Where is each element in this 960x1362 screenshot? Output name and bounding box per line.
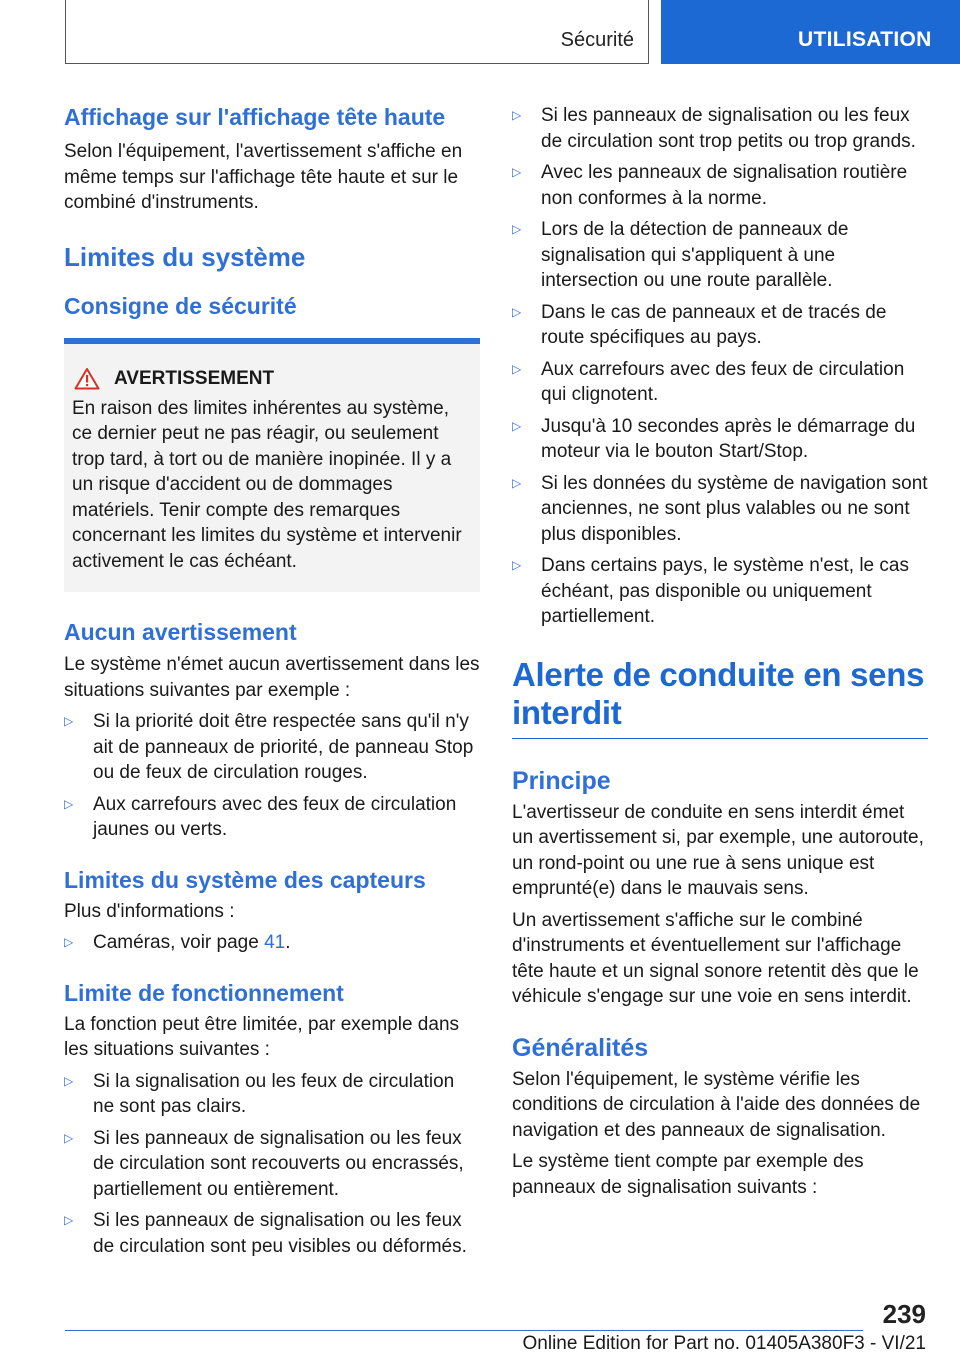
triangle-right-outline-icon: ▷ [512,304,522,319]
header-chapter-label: UTILISATION [798,28,932,51]
paragraph-fonction: La fonction peut être limitée, par exemple dans les situations suivantes : [64,1013,460,1060]
right-column [512,100,928,1200]
warning-title-row [72,366,472,392]
list-item: ▷ Si les panneaux de signalisation ou les feux de circulation sont peu visibles ou déformés. [64,1210,467,1257]
warning-title: AVERTISSEMENT [114,367,275,389]
list-capteurs [64,930,480,956]
page-number: 239 [882,1299,926,1329]
heading-affichage: Affichage sur l'affichage tête haute [64,104,446,130]
list-fonction [64,1069,480,1260]
footer-edition: Online Edition for Part no. 01405A380F3 - VI/21 [522,1333,926,1354]
list-item: ▷ Jusqu'à 10 secondes après le démarrage du moteur via le bouton Start/Stop. [512,415,916,462]
triangle-right-outline-icon: ▷ [64,1130,74,1145]
heading-limites-systeme: Limites du système [64,241,306,272]
list-item: ▷ Si les données du système de navigation sont anciennes, ne sont plus valables ou ne sont plus disponibles. [512,472,928,545]
paragraph-aucun: Le système n'émet aucun avertissement dans les situations suivantes par exemple : [64,654,480,701]
triangle-right-outline-icon: ▷ [64,714,74,728]
list-item: ▷ Lors de la détection de panneaux de signalisation qui s'appliquent à une intersection ou une route parallèle. [512,219,849,291]
triangle-right-outline-icon: ▷ [512,475,522,490]
triangle-right-outline-icon: ▷ [512,222,522,236]
warning-text: En raison des limites inhérentes au système, ce dernier peut ne pas réagir, ou seulement trop tard, à tort ou de manière inopinée. Il y a un risque d'accident ou de dommages matériels. Tenir compte des remarques concernant les limites du système et intervenir activement le cas échéant. [72,397,462,572]
paragraph-principe-1: L'avertisseur de conduite en sens interdit émet un avertissement si, par exemple, une autoroute, un rond-point ou une rue à sens unique est emprunté(e) dans le mauvais sens. [512,801,924,899]
page-link-41[interactable]: 41 [264,932,286,953]
warning-triangle-icon [74,367,100,390]
list-aucun [64,709,480,843]
header-section-box [65,0,649,64]
paragraph-capteurs: Plus d'informations : [64,900,235,922]
paragraph-affichage: Selon l'équipement, l'avertissement s'affiche en même temps sur l'affichage tête haute et sur le combiné d'instruments. [64,141,463,213]
heading-generalites: Généralités [512,1033,649,1062]
heading-principe: Principe [512,766,611,795]
list-item: ▷ Si les panneaux de signalisation ou les feux de circulation sont trop petits ou trop grands. [512,105,916,152]
list-item: ▷ Aux carrefours avec des feux de circulation qui clignotent. [512,358,905,405]
triangle-right-outline-icon: ▷ [512,165,522,179]
list-item: ▷ Si la signalisation ou les feux de circulation ne sont pas clairs. [64,1070,455,1117]
footer-divider [65,1330,863,1331]
list-item: ▷ Si la priorité doit être respectée sans qu'il n'y ait de panneaux de priorité, de panneau Stop ou de feux de circulation rouges. [64,711,474,783]
paragraph-principe-2: Un avertissement s'affiche sur le combiné d'instruments et éventuellement sur l'affichage tête haute et un signal sonore retentit dès que le véhicule s'engage sur une voie en sens interdit. [512,909,919,1007]
list-limites-suite [512,103,928,630]
triangle-right-outline-icon: ▷ [512,361,522,376]
list-item: ▷ Caméras, voir page 41. [64,930,480,956]
header-section-title: Sécurité [560,29,634,51]
triangle-right-outline-icon: ▷ [64,796,74,811]
list-item: ▷ Si les panneaux de signalisation ou les feux de circulation sont recouverts ou encrassés, partiellement ou entièrement. [64,1127,464,1200]
warning-box [64,338,480,593]
list-item: ▷ Dans le cas de panneaux et de tracés de route spécifiques au pays. [512,301,887,348]
list-item: ▷ Avec les panneaux de signalisation routière non conformes à la norme. [512,162,908,209]
paragraph-generalites-2: Le système tient compte par exemple des panneaux de signalisation suivants : [512,1151,864,1198]
heading-limite-fonctionnement: Limite de fonctionnement [64,979,344,1006]
triangle-right-outline-icon: ▷ [64,1073,74,1088]
paragraph-generalites-1: Selon l'équipement, le système vérifie les conditions de circulation à l'aide des données de navigation et des panneaux de signalisation. [512,1068,921,1141]
left-column [64,100,480,1259]
triangle-right-outline-icon: ▷ [512,418,522,433]
list-item: ▷ Aux carrefours avec des feux de circulation jaunes ou verts. [64,793,457,840]
triangle-right-outline-icon: ▷ [64,1213,74,1227]
header-chapter-tab[interactable] [661,0,960,64]
heading-consigne-securite: Consigne de sécurité [64,292,297,319]
triangle-right-outline-icon: ▷ [512,558,522,572]
heading-limites-capteurs: Limites du système des capteurs [64,866,426,893]
heading-alerte-sens-interdit: Alerte de conduite en sens interdit [512,656,928,739]
triangle-right-outline-icon: ▷ [512,108,522,122]
triangle-right-outline-icon: ▷ [64,935,74,949]
heading-aucun-avertissement: Aucun avertissement [64,619,297,645]
list-item: ▷ Dans certains pays, le système n'est, le cas échéant, pas disponible ou uniquement partiellement. [512,555,909,627]
